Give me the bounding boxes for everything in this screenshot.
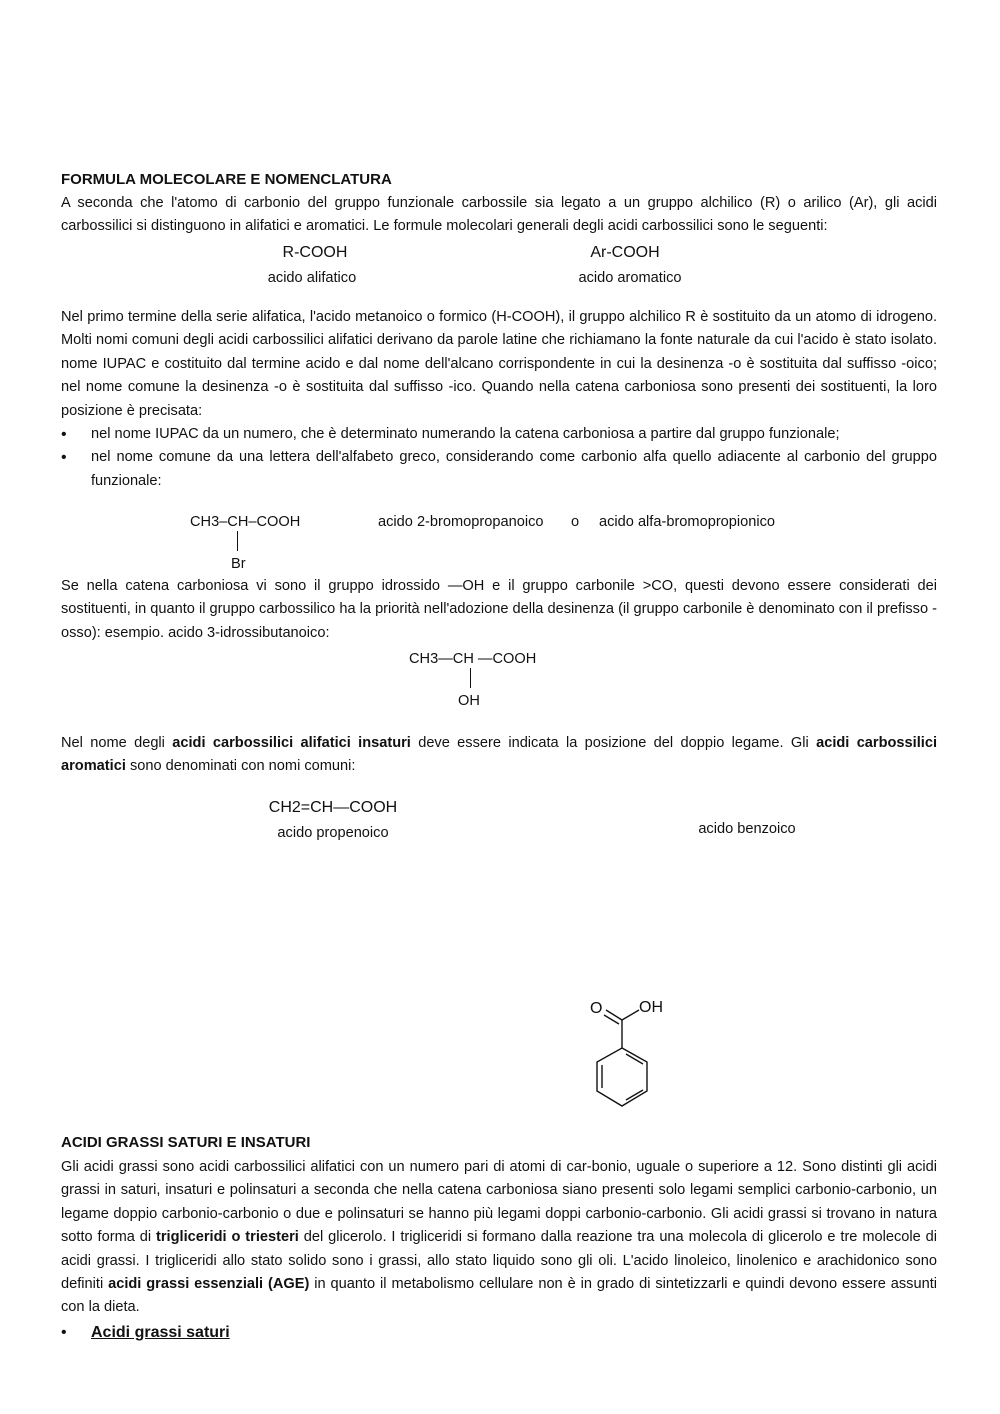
section-heading-nomenclature: FORMULA MOLECOLARE E NOMENCLATURA bbox=[61, 171, 392, 188]
example1-bond-line bbox=[237, 531, 238, 551]
example1-substituent: Br bbox=[231, 556, 246, 572]
subheading-saturated: Acidi grassi saturi bbox=[91, 1324, 230, 1341]
substituent-rules-list bbox=[61, 423, 937, 493]
fatty-acids-list bbox=[61, 1321, 937, 1345]
example3-formula: CH2=CH—COOH bbox=[268, 799, 398, 816]
example2-substituent: OH bbox=[458, 693, 480, 709]
list-item bbox=[61, 423, 937, 446]
substituent-paragraph: Se nella catena carboniosa vi sono il gruppo idrossido —OH e il gruppo carbonile >CO, questi devono essere considerati dei sostituenti, in quanto il gruppo carbossilico ha la priorità nell'adozione della desinenza (il gruppo carbonile è denominato con il prefisso -osso): esempio. acido 3-idrossibutanoico: bbox=[61, 578, 937, 641]
example1-iupac-name: acido 2-bromopropanoico bbox=[378, 514, 544, 530]
example4-name: acido benzoico bbox=[698, 821, 796, 837]
list-item bbox=[61, 446, 937, 493]
carboxyl-bonds bbox=[604, 1010, 639, 1048]
benzoic-acid-structure bbox=[575, 990, 685, 1115]
bullet-symbol: • bbox=[61, 1324, 67, 1341]
bullet-symbol: • bbox=[61, 426, 67, 443]
benzene-ring bbox=[597, 1048, 647, 1106]
example3-name: acido propenoico bbox=[277, 825, 389, 841]
label-aliphatic: acido alifatico bbox=[267, 270, 357, 286]
formula-aliphatic: R-COOH bbox=[282, 244, 348, 261]
intro-paragraph: A seconda che l'atomo di carbonio del gruppo funzionale carbossile sia legato a un gruppo alchilico (R) o arilico (Ar), gli acidi carbossilici si distinguono in alifatici e aromatici. Le formule molecolari generali degli acidi carbossilici sono le seguenti: bbox=[61, 195, 937, 235]
example1-or: o bbox=[571, 514, 580, 530]
section-heading-fatty-acids: ACIDI GRASSI SATURI E INSATURI bbox=[61, 1134, 311, 1151]
list-item-text: nel nome comune da una lettera dell'alfabeto greco, considerando come carbonio alfa quello adiacente al carbonio del gruppo funzionale: bbox=[91, 449, 937, 489]
unsaturated-paragraph: Nel nome degli acidi carbossilici alifatici insaturi deve essere indicata la posizione del doppio legame. Gli acidi carbossilici aromatici sono denominati con nomi comuni: bbox=[61, 735, 937, 775]
bullet-symbol: • bbox=[61, 449, 67, 467]
example2-formula: CH3—CH —COOH bbox=[409, 651, 537, 667]
label-aromatic: acido aromatico bbox=[578, 270, 682, 286]
formula-aromatic: Ar-COOH bbox=[590, 244, 660, 261]
list-item bbox=[61, 1321, 937, 1345]
example2-bond-line bbox=[470, 668, 471, 688]
example1-common-name: acido alfa-bromopropionico bbox=[599, 514, 776, 530]
oxygen-label: O bbox=[590, 1000, 603, 1017]
hydroxyl-label: OH bbox=[639, 999, 663, 1016]
example1-formula: CH3–CH–COOH bbox=[190, 514, 301, 530]
fatty-acids-paragraph: Gli acidi grassi sono acidi carbossilici alifatici con un numero pari di atomi di car-bonio, uguale o superiore a 12. Sono distinti gli acidi grassi in saturi, insaturi e polinsaturi a seconda che nella catena carboniosa siano presenti solo legami semplici carbonio-carbonio, un legame doppio carbonio-carbonio o due e polinsaturi se hanno più legami doppi carbonio-carbonio. Gli acidi grassi si trovano in natura sotto forma di trigliceridi o triesteri del glicerolo. I trigliceridi si formano dalla reazione tra una molecola di glicerolo e tre molecole di acidi grassi. I trigliceridi allo stato solido sono i grassi, allo stato liquido sono gli oli. L'acido linoleico, linolenico e arachidonico sono definiti acidi grassi essenziali (AGE) in quanto il metabolismo cellulare non è in grado di sintetizzarli e quindi devono essere assunti con la dieta. bbox=[61, 1159, 938, 1316]
nomenclature-paragraph: Nel primo termine della serie alifatica, l'acido metanoico o formico (H-COOH), il gruppo alchilico R è sostituito da un atomo di idrogeno. Molti nomi comuni degli acidi carbossilici alifatici derivano da parole latine che richiamano la fonte naturale da cui l'acido è stato isolato. nome IUPAC e costituito dal termine acido e dal nome dell'alcano corrispondente in cui la desinenza -o è sostituita dal suffisso -oico; nel nome comune la desinenza -o è sostituita dal suffisso -ico. Quando nella catena carboniosa sono presenti dei sostituenti, la loro posizione è precisata: bbox=[61, 309, 937, 419]
list-item-text: nel nome IUPAC da un numero, che è determinato numerando la catena carboniosa a partire dal gruppo funzionale; bbox=[91, 426, 840, 442]
